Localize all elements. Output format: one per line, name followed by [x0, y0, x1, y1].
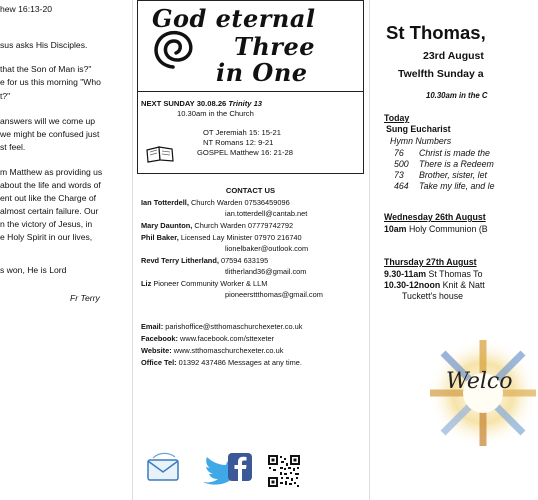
church-title: St Thomas, — [386, 22, 486, 43]
website — [141, 346, 283, 355]
next-sunday-heading — [141, 99, 262, 108]
parish-email-link[interactable]: parishoffice@stthomaschurchexeter.co.uk — [163, 322, 303, 331]
event-time: 10.30-12noon — [384, 280, 441, 290]
hymn-title: Take my life, and le — [419, 181, 495, 191]
sermon-line: almost certain failure. Our — [0, 206, 99, 216]
logo-text: in One — [216, 58, 308, 87]
fold-line — [132, 0, 133, 500]
event-time: 9.30-11am — [384, 269, 427, 279]
contact-role: Church Warden 07779742792 — [192, 221, 294, 230]
event-continuation: Tuckett's house — [402, 291, 464, 301]
contact-name: Ian Totterdell, — [141, 198, 189, 207]
today-heading: Today — [384, 113, 410, 123]
contact-email[interactable]: tlitherland36@gmail.com — [225, 267, 307, 276]
contact-name: Mary Daunton, — [141, 221, 193, 230]
reading-gospel: GOSPEL Matthew 16: 21-28 — [197, 148, 293, 157]
facebook-label: Facebook: — [141, 334, 178, 343]
sermon-line: hew 16:13-20 — [0, 4, 53, 14]
office-tel-value: 01392 437486 Messages at any time. — [176, 358, 302, 367]
hymn-number: 76 — [394, 148, 404, 158]
website-label: Website: — [141, 346, 172, 355]
sunday-title: Twelfth Sunday a — [398, 68, 484, 80]
parish-email — [141, 322, 302, 331]
reading-nt: NT Romans 12: 9-21 — [203, 138, 274, 147]
event-text: Knit & Natt — [440, 280, 485, 290]
hymn-number: 464 — [394, 181, 409, 191]
contact-email[interactable]: pioneersttthomas@gmail.com — [225, 290, 323, 299]
sermon-line: t?" — [0, 91, 11, 101]
contact-name: Liz — [141, 279, 152, 288]
contact-email[interactable]: ian.totterdell@cantab.net — [225, 209, 308, 218]
contact-role: Pioneer Community Worker & LLM — [151, 279, 268, 288]
next-sunday-trinity: Trinity 13 — [228, 99, 263, 108]
hymn-title: Christ is made the — [419, 148, 490, 158]
contact-name: Phil Baker, — [141, 233, 179, 242]
logo-text: Three — [234, 32, 315, 61]
service-date: 23rd August — [423, 50, 484, 62]
wednesday-event — [384, 224, 488, 234]
facebook — [141, 334, 274, 343]
service-time: 10.30am in the C — [426, 91, 488, 100]
contact-person — [141, 233, 302, 242]
hymn-item — [394, 159, 494, 169]
next-sunday-date: NEXT SUNDAY 30.08.26 — [141, 99, 227, 108]
hymn-title: Brother, sister, let — [419, 170, 487, 180]
sermon-line: m Matthew as providing us — [0, 167, 103, 177]
facebook-link[interactable]: www.facebook.com/sttexeter — [177, 334, 275, 343]
hymn-number: 73 — [394, 170, 404, 180]
qr-code-icon[interactable] — [267, 454, 301, 488]
office-tel-label: Office Tel: — [141, 358, 177, 367]
logo-text: God eternal — [152, 4, 316, 33]
contact-role: 07594 633195 — [218, 256, 269, 265]
email-icon[interactable] — [145, 452, 183, 484]
event-text: Holy Communion (B — [406, 224, 488, 234]
hymn-item — [394, 148, 490, 158]
thursday-event — [384, 269, 482, 279]
sermon-line: e Holy Spirit in our lives, — [0, 232, 93, 242]
wednesday-heading: Wednesday 26th August — [384, 212, 486, 222]
contact-person — [141, 256, 268, 265]
thursday-event — [384, 280, 485, 290]
sermon-line: n the victory of Jesus, in — [0, 219, 93, 229]
service-panel — [374, 0, 513, 500]
thursday-heading: Thursday 27th August — [384, 257, 477, 267]
event-time: 10am — [384, 224, 407, 234]
sermon-line: we might be confused just — [0, 129, 100, 139]
hymn-number: 500 — [394, 159, 409, 169]
hymn-numbers-label: Hymn Numbers — [390, 136, 452, 146]
facebook-icon[interactable] — [227, 452, 253, 482]
contact-role: Licensed Lay Minister 07970 216740 — [178, 233, 302, 242]
reading-ot: OT Jeremiah 15: 15-21 — [203, 128, 281, 137]
contact-person — [141, 221, 293, 230]
sermon-line: that the Son of Man is?" — [0, 64, 92, 74]
welcome-text: Welco — [446, 369, 513, 394]
hymn-item — [394, 181, 494, 191]
next-sunday-service: 10.30am in the Church — [177, 109, 254, 118]
contact-person — [141, 198, 290, 207]
website-link[interactable]: www.stthomaschurchexeter.co.uk — [171, 346, 284, 355]
contact-name: Revd Terry Litherland, — [141, 256, 219, 265]
sermon-panel — [0, 0, 128, 500]
notices-panel — [137, 0, 365, 500]
sermon-signature: Fr Terry — [70, 293, 100, 303]
hymn-item — [394, 170, 487, 180]
sermon-line: e for us this morning "Who — [0, 77, 101, 87]
sermon-line: s won, He is Lord — [0, 265, 67, 275]
sung-eucharist: Sung Eucharist — [386, 124, 451, 134]
sermon-line: ent out like the Charge of — [0, 193, 97, 203]
sermon-line: st feel. — [0, 142, 26, 152]
contact-person — [141, 279, 267, 288]
hymn-title: There is a Redeem — [419, 159, 494, 169]
swirl-icon — [150, 27, 196, 71]
office-tel — [141, 358, 302, 367]
event-text: St Thomas To — [426, 269, 483, 279]
logo-box — [137, 0, 364, 92]
open-book-icon — [145, 144, 175, 164]
contact-role: Church Warden 07536459096 — [188, 198, 290, 207]
sermon-line: sus asks His Disciples. — [0, 40, 88, 50]
contact-title: CONTACT US — [225, 186, 276, 195]
sermon-line: about the life and words of — [0, 180, 101, 190]
fold-line — [369, 0, 370, 500]
contact-email[interactable]: lionelbaker@outlook.com — [225, 244, 309, 253]
sermon-line: answers will we come up — [0, 116, 96, 126]
parish-email-label: Email: — [141, 322, 164, 331]
